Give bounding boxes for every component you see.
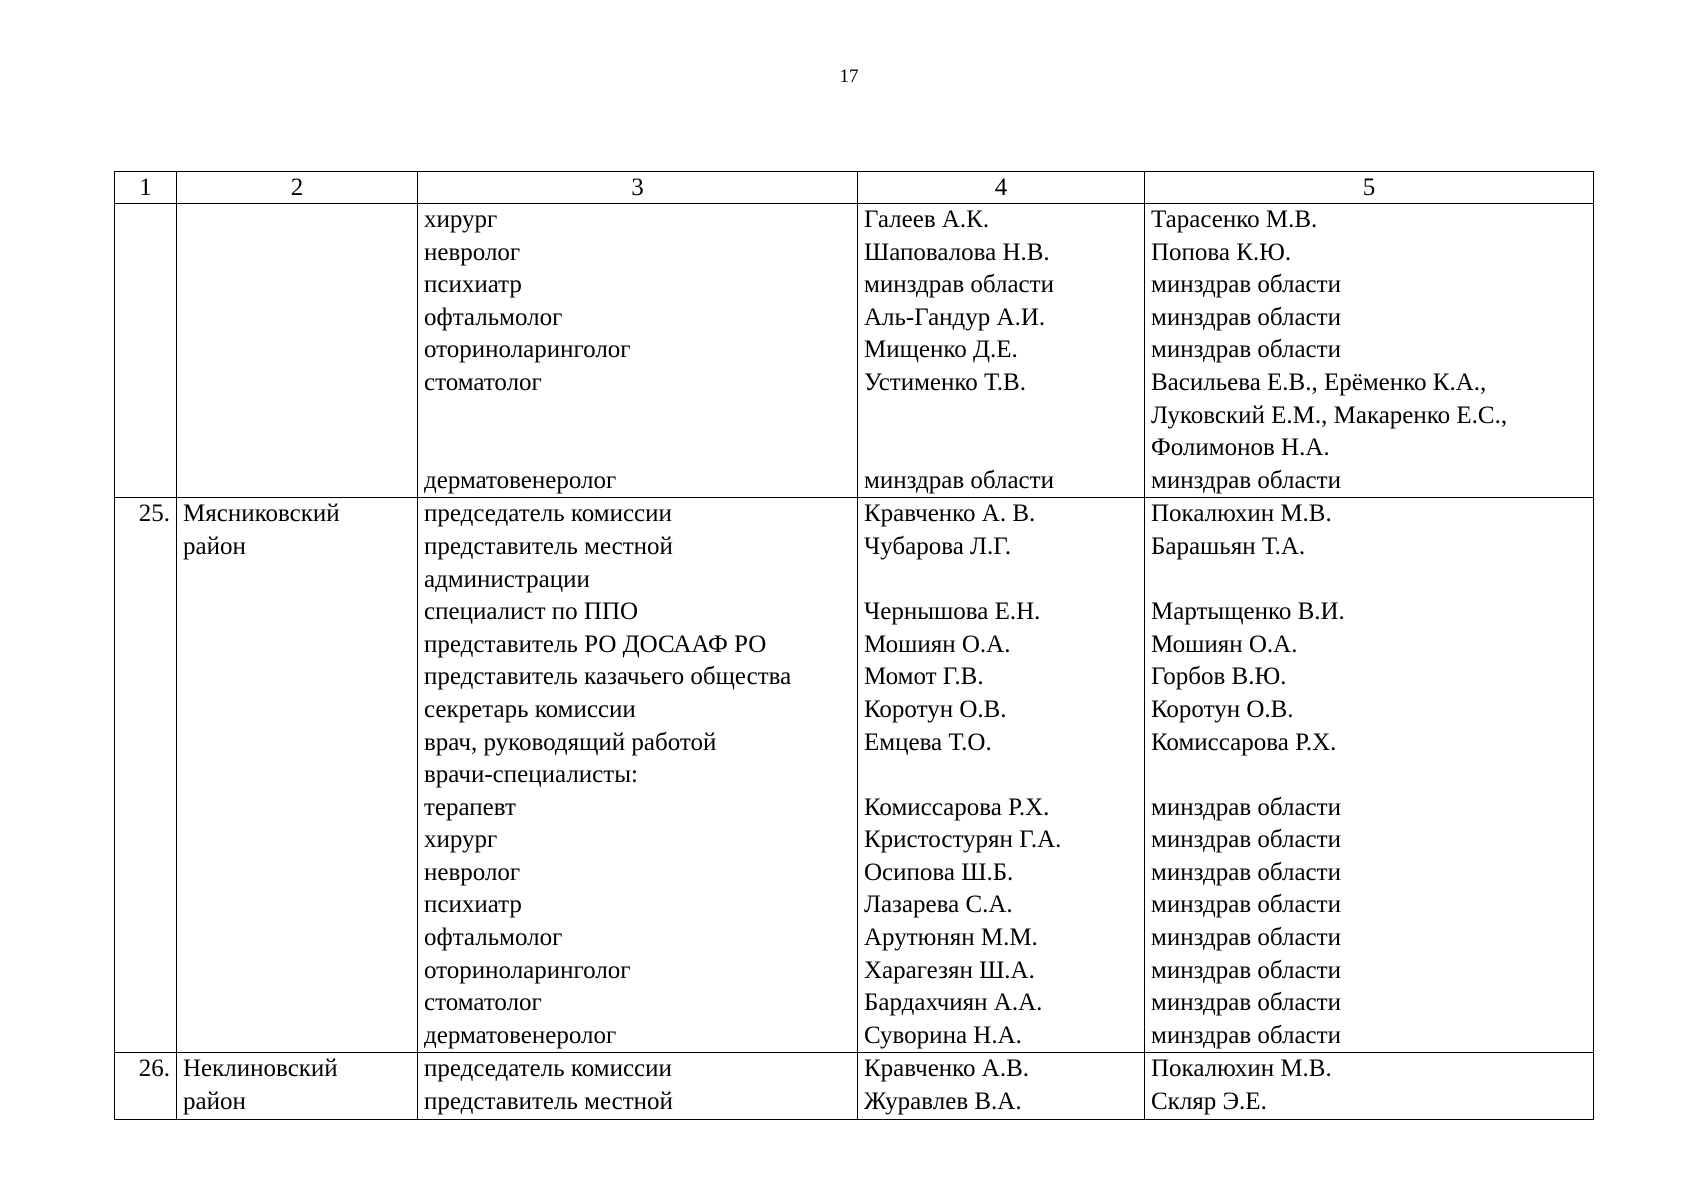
column-header: 2 bbox=[177, 172, 418, 204]
district-name-line: Мясниковский bbox=[183, 500, 340, 528]
member-line: Осипова Ш.Б. bbox=[864, 858, 1014, 886]
position-line bbox=[424, 400, 851, 433]
member-line: Арутюнян М.М. bbox=[864, 924, 1038, 952]
position-line: представитель местной bbox=[424, 1088, 673, 1116]
member-line: Устименко Т.В. bbox=[864, 368, 1026, 396]
position-line: оториноларинголог bbox=[424, 336, 631, 364]
position-line: терапевт bbox=[424, 793, 516, 821]
reserve-member-line: Покалюхин М.В. bbox=[1151, 500, 1332, 528]
reserve-member-line: минздрав области bbox=[1151, 858, 1341, 886]
column-header: 5 bbox=[1145, 172, 1594, 204]
column-header: 4 bbox=[858, 172, 1145, 204]
member-line: Галеев А.К. bbox=[864, 206, 990, 233]
column-header: 1 bbox=[115, 172, 177, 204]
member-line: Журавлев В.А. bbox=[864, 1088, 1022, 1116]
reserve-member-line: минздрав области bbox=[1151, 924, 1341, 952]
member-cell bbox=[858, 1053, 1145, 1119]
commission-table bbox=[114, 171, 1594, 1120]
reserve-member-line: Мошиян О.А. bbox=[1151, 630, 1298, 658]
row-number: 25. bbox=[115, 498, 177, 1053]
member-line: Лазарева С.А. bbox=[864, 891, 1013, 919]
member-line: Чернышова Е.Н. bbox=[864, 598, 1041, 626]
position-line bbox=[424, 432, 851, 465]
position-cell bbox=[418, 498, 858, 1053]
reserve-member-line: минздрав области bbox=[1151, 956, 1341, 984]
table-group-row bbox=[115, 498, 1594, 1053]
reserve-member-line: минздрав области bbox=[1151, 826, 1341, 854]
table-group-row bbox=[115, 1053, 1594, 1119]
reserve-member-line: Фолимонов Н.А. bbox=[1151, 434, 1330, 462]
row-number bbox=[115, 204, 177, 498]
position-line: стоматолог bbox=[424, 368, 542, 396]
reserve-member-line: Барашьян Т.А. bbox=[1151, 532, 1306, 560]
member-line: Момот Г.В. bbox=[864, 663, 984, 691]
position-line: председатель комиссии bbox=[424, 500, 672, 528]
reserve-member-line: Тарасенко М.В. bbox=[1151, 206, 1318, 233]
reserve-member-line: минздрав области bbox=[1151, 989, 1341, 1017]
reserve-member-line: Луковский Е.М., Макаренко Е.С., bbox=[1151, 401, 1508, 429]
reserve-member-cell bbox=[1145, 498, 1594, 1053]
district-name-line: район bbox=[183, 1088, 246, 1116]
position-line: невролог bbox=[424, 238, 521, 266]
reserve-member-line: Скляр Э.Е. bbox=[1151, 1088, 1267, 1116]
reserve-member-line: минздрав области bbox=[1151, 303, 1341, 331]
reserve-member-line: Горбов В.Ю. bbox=[1151, 663, 1287, 691]
reserve-member-line: Васильева Е.В., Ерёменко К.А., bbox=[1151, 368, 1487, 396]
member-line: Емцева Т.О. bbox=[864, 728, 992, 756]
position-line: специалист по ППО bbox=[424, 598, 639, 626]
member-line bbox=[864, 759, 1138, 792]
position-line: стоматолог bbox=[424, 989, 542, 1017]
position-line: психиатр bbox=[424, 271, 522, 299]
position-cell bbox=[418, 204, 858, 498]
member-line: Мищенко Д.Е. bbox=[864, 336, 1018, 364]
member-line: Бардахчиян А.А. bbox=[864, 989, 1043, 1017]
reserve-member-line: Попова К.Ю. bbox=[1151, 238, 1292, 266]
member-line: Мошиян О.А. bbox=[864, 630, 1011, 658]
position-line: врачи-специалисты: bbox=[424, 761, 638, 789]
position-line: администрации bbox=[424, 565, 590, 593]
member-line: минздрав области bbox=[864, 466, 1054, 494]
position-line: представитель казачьего общества bbox=[424, 663, 792, 691]
reserve-member-line bbox=[1151, 564, 1587, 597]
reserve-member-line: минздрав области bbox=[1151, 891, 1341, 919]
position-line: представитель местной bbox=[424, 532, 673, 560]
member-line: Коротун О.В. bbox=[864, 695, 1007, 723]
reserve-member-line: Коротун О.В. bbox=[1151, 695, 1294, 723]
member-line: минздрав области bbox=[864, 271, 1054, 299]
position-line: хирург bbox=[424, 826, 498, 854]
page-number: 17 bbox=[839, 66, 859, 87]
member-line: Кравченко А.В. bbox=[864, 1055, 1030, 1083]
reserve-member-cell bbox=[1145, 204, 1594, 498]
position-line: врач, руководящий работой bbox=[424, 728, 717, 756]
member-line: Харагезян Ш.А. bbox=[864, 956, 1035, 984]
reserve-member-line: минздрав области bbox=[1151, 336, 1341, 364]
column-header: 3 bbox=[418, 172, 858, 204]
position-line: дерматовенеролог bbox=[424, 466, 617, 494]
reserve-member-line: Мартыщенко В.И. bbox=[1151, 598, 1345, 626]
member-line: Комиссарова Р.Х. bbox=[864, 793, 1050, 821]
position-line: дерматовенеролог bbox=[424, 1021, 617, 1049]
reserve-member-line bbox=[1151, 759, 1587, 792]
position-line: невролог bbox=[424, 858, 521, 886]
district-name-line: район bbox=[183, 532, 246, 560]
member-line bbox=[864, 432, 1138, 465]
table-header-row bbox=[115, 172, 1594, 204]
position-line: секретарь комиссии bbox=[424, 695, 636, 723]
table-group-row bbox=[115, 204, 1594, 498]
district-cell bbox=[177, 1053, 418, 1119]
reserve-member-line: минздрав области bbox=[1151, 271, 1341, 299]
reserve-member-line: минздрав области bbox=[1151, 1021, 1341, 1049]
member-line: Аль-Гандур А.И. bbox=[864, 303, 1046, 331]
reserve-member-line: Покалюхин М.В. bbox=[1151, 1055, 1332, 1083]
position-line: офтальмолог bbox=[424, 303, 563, 331]
member-line bbox=[864, 400, 1138, 433]
position-line: председатель комиссии bbox=[424, 1055, 672, 1083]
reserve-member-line: Комиссарова Р.Х. bbox=[1151, 728, 1337, 756]
member-line bbox=[864, 564, 1138, 597]
district-name-line: Неклиновский bbox=[183, 1055, 338, 1083]
district-cell bbox=[177, 498, 418, 1053]
position-line: психиатр bbox=[424, 891, 522, 919]
member-cell bbox=[858, 498, 1145, 1053]
position-line: хирург bbox=[424, 206, 498, 233]
position-line: представитель РО ДОСААФ РО bbox=[424, 630, 767, 658]
member-line: Чубарова Л.Г. bbox=[864, 532, 1012, 560]
member-cell bbox=[858, 204, 1145, 498]
reserve-member-line: минздрав области bbox=[1151, 793, 1341, 821]
district-cell bbox=[177, 204, 418, 498]
member-line: Кристостурян Г.А. bbox=[864, 826, 1062, 854]
member-line: Шаповалова Н.В. bbox=[864, 238, 1050, 266]
reserve-member-line: минздрав области bbox=[1151, 466, 1341, 494]
position-line: оториноларинголог bbox=[424, 956, 631, 984]
position-cell bbox=[418, 1053, 858, 1119]
member-line: Суворина Н.А. bbox=[864, 1021, 1022, 1049]
reserve-member-cell bbox=[1145, 1053, 1594, 1119]
member-line: Кравченко А. В. bbox=[864, 500, 1036, 528]
row-number: 26. bbox=[115, 1053, 177, 1119]
position-line: офтальмолог bbox=[424, 924, 563, 952]
